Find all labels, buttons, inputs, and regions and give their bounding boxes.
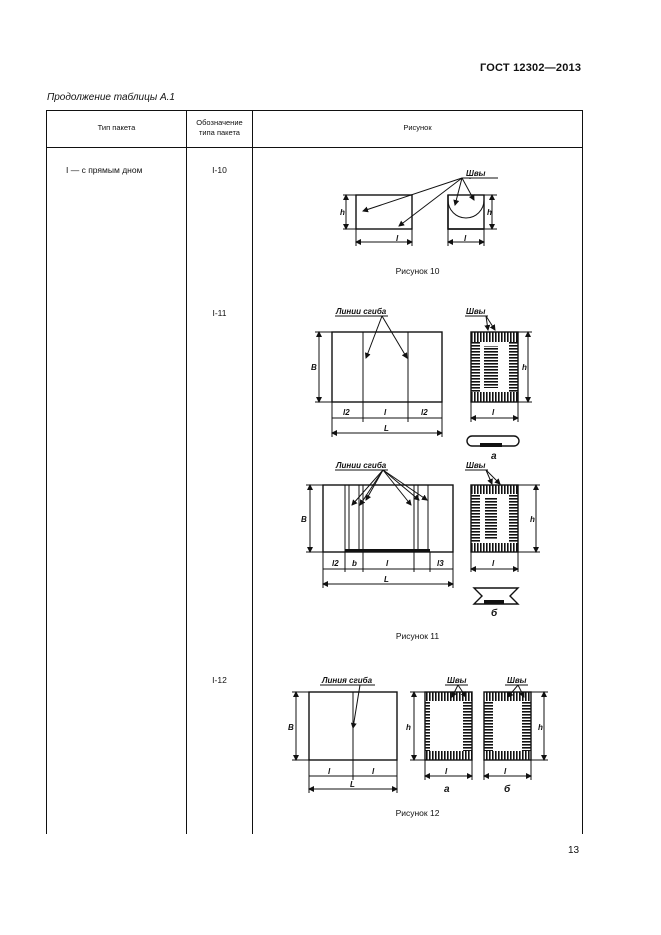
header-package-code-line2: типа пакета [199, 128, 240, 137]
header-figure: Рисунок [403, 123, 432, 132]
figure-10-caption: Рисунок 10 [395, 266, 440, 276]
fig11b-l-right: l [492, 559, 495, 568]
fig11b-l3-label: l3 [437, 559, 444, 568]
fig11a-L-label: L [384, 424, 389, 433]
fig11b-l2-label: l2 [332, 559, 339, 568]
code-i12: I-12 [212, 675, 227, 685]
fig11a-B-label: B [311, 363, 317, 372]
fig10-seams-label: Швы [466, 169, 486, 178]
fig11a-h-label: h [522, 363, 527, 372]
code-i11: I-11 [212, 308, 227, 318]
fig11b-seams-label: Швы [466, 461, 486, 470]
fig10-l-left: l [396, 234, 399, 243]
fig12-variant-a: а [444, 784, 450, 795]
fig12-seams-label-b: Швы [507, 676, 527, 685]
fig11b-h-label: h [530, 515, 535, 524]
fig12-l-right: l [372, 767, 375, 776]
fig12-B-label: B [288, 723, 294, 732]
fig11b-B-label: B [301, 515, 307, 524]
fig12-l-a: l [445, 767, 448, 776]
figure-11b-drawing [306, 470, 540, 604]
code-i10: I-10 [212, 165, 227, 175]
fig10-l-right: l [464, 234, 467, 243]
figure-11-caption: Рисунок 11 [395, 631, 440, 641]
fig11a-l-label: l [384, 408, 387, 417]
figure-12-caption: Рисунок 12 [395, 808, 440, 818]
figure-12-drawing [292, 685, 548, 793]
fig11a-l2-left: l2 [343, 408, 350, 417]
fig11b-b-label: b [352, 559, 357, 568]
header-package-code-line1: Обозначение [196, 118, 243, 127]
fig12-L-label: L [350, 780, 355, 789]
fig12-l-left: l [328, 767, 331, 776]
fig12-h-label-a: h [406, 723, 411, 732]
fig11b-variant-b: б [491, 608, 498, 619]
fig12-variant-b: б [504, 784, 511, 795]
figure-10-drawing [343, 178, 498, 246]
fig11a-seams-label: Швы [466, 307, 486, 316]
fig11b-l-label: l [386, 559, 389, 568]
fig10-h-left: h [340, 208, 345, 217]
fig11b-L-label: L [384, 575, 389, 584]
fig12-l-b: l [504, 767, 507, 776]
fig12-h-label-b: h [538, 723, 543, 732]
fig12-fold-line-label: Линия сгиба [322, 676, 373, 685]
header-package-type: Тип пакета [97, 123, 136, 132]
fig11b-fold-lines-label: Линии сгиба [336, 461, 387, 470]
fig11a-l2-right: l2 [421, 408, 428, 417]
package-type-value: I — с прямым дном [66, 165, 143, 175]
fig12-seams-label-a: Швы [447, 676, 467, 685]
fig11a-fold-lines-label: Линии сгиба [336, 307, 387, 316]
figure-11a-drawing [315, 316, 532, 447]
table-continuation-title: Продолжение таблицы А.1 [47, 92, 175, 103]
standard-number: ГОСТ 12302—2013 [480, 62, 582, 74]
fig11a-l-right: l [492, 408, 495, 417]
page-number: 13 [568, 845, 580, 856]
fig11a-variant-a: а [491, 451, 497, 462]
fig10-h-right: h [487, 208, 492, 217]
